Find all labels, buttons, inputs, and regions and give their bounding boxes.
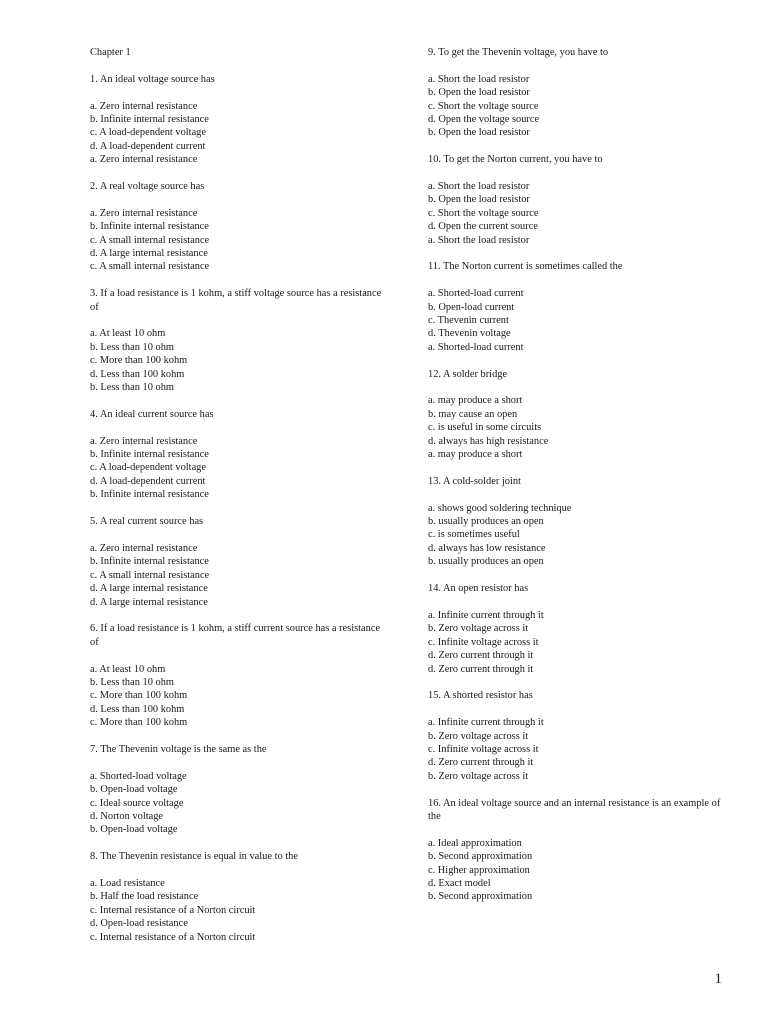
answer-option: b. Open-load voltage [90, 784, 178, 796]
answer-option: d. Open-load resistance [90, 918, 188, 930]
correct-answer: d. Zero current through it [428, 663, 534, 675]
answer-option: d. Zero current through it [428, 650, 534, 662]
answer-option: c. Infinite voltage across it [428, 636, 539, 648]
answer-option: c. Higher approximation [428, 864, 530, 876]
answer-option: a. Zero internal resistance [90, 207, 198, 219]
correct-answer: b. Open-load voltage [90, 824, 178, 836]
answer-option: a. Zero internal resistance [90, 542, 198, 554]
answer-option: b. Open-load current [428, 301, 515, 313]
answer-option: c. Infinite voltage across it [428, 743, 539, 755]
question-block [90, 287, 390, 394]
answer-option: a. may produce a short [428, 395, 523, 407]
question-stem: 6. If a load resistance is 1 kohm, a stiff current source has a resistance of [90, 623, 381, 648]
question-stem: 9. To get the Thevenin voltage, you have to [428, 47, 609, 58]
question-block [428, 475, 728, 569]
answer-option: a. At least 10 ohm [90, 328, 166, 340]
answer-option: a. Infinite current through it [428, 717, 544, 729]
question-stem: 5. A real current source has [90, 516, 204, 528]
question-block [90, 408, 390, 502]
answer-option: a. Short the load resistor [428, 73, 530, 85]
question-block [428, 689, 728, 783]
answer-option: b. Second approximation [428, 851, 533, 863]
answer-option: c. A small internal resistance [90, 569, 210, 581]
answer-option: d. always has high resistance [428, 435, 549, 447]
question-block [90, 180, 390, 274]
correct-answer: b. Infinite internal resistance [90, 489, 209, 501]
question-list [90, 73, 390, 944]
question-stem: 2. A real voltage source has [90, 181, 205, 193]
answer-option: b. Zero voltage across it [428, 730, 529, 742]
answer-option: b. Zero voltage across it [428, 623, 529, 635]
question-block [90, 73, 390, 167]
answer-option: d. Norton voltage [90, 810, 164, 822]
answer-option: d. A load-dependent current [90, 140, 206, 152]
answer-option: a. Shorted-load voltage [90, 770, 187, 782]
answer-option: d. always has low resistance [428, 542, 546, 554]
correct-answer: a. Zero internal resistance [90, 154, 198, 166]
correct-answer: c. More than 100 kohm [90, 717, 188, 729]
left-column [90, 46, 390, 957]
answer-option: c. Internal resistance of a Norton circuit [90, 904, 256, 916]
answer-option: c. is useful in some circuits [428, 422, 542, 434]
question-block [428, 797, 728, 904]
question-stem: 11. The Norton current is sometimes called the [428, 261, 623, 273]
answer-option: d. Thevenin voltage [428, 328, 511, 340]
answer-option: b. may cause an open [428, 408, 518, 420]
answer-option: a. Ideal approximation [428, 837, 522, 849]
answer-option: c. More than 100 kohm [90, 690, 188, 702]
correct-answer: c. A small internal resistance [90, 261, 210, 273]
answer-option: d. Exact model [428, 877, 491, 889]
question-stem: 16. An ideal voltage source and an internal resistance is an example of the [428, 797, 721, 822]
answer-option: c. Ideal source voltage [90, 797, 184, 809]
answer-option: c. is sometimes useful [428, 529, 520, 541]
correct-answer: c. Internal resistance of a Norton circuit [90, 931, 256, 943]
question-stem: 13. A cold-solder joint [428, 475, 521, 487]
answer-option: c. Thevenin current [428, 315, 509, 327]
question-stem: 4. An ideal current source has [90, 408, 214, 420]
question-block [90, 622, 390, 729]
right-column [428, 46, 728, 917]
answer-option: a. Zero internal resistance [90, 100, 198, 112]
answer-option: a. Zero internal resistance [90, 435, 198, 447]
question-stem: 15. A shorted resistor has [428, 690, 533, 702]
answer-option: c. A small internal resistance [90, 234, 210, 246]
correct-answer: b. Zero voltage across it [428, 770, 529, 782]
answer-option: c. Short the voltage source [428, 100, 539, 112]
answer-option: a. Infinite current through it [428, 609, 544, 621]
answer-option: c. Short the voltage source [428, 207, 539, 219]
answer-option: c. A load-dependent voltage [90, 127, 206, 139]
answer-option: d. Less than 100 kohm [90, 368, 185, 380]
answer-option: b. Infinite internal resistance [90, 449, 209, 461]
answer-option: b. usually produces an open [428, 516, 544, 528]
correct-answer: d. A large internal resistance [90, 596, 208, 608]
question-stem: 3. If a load resistance is 1 kohm, a stiff voltage source has a resistance of [90, 288, 382, 313]
correct-answer: a. Short the load resistor [428, 234, 530, 246]
answer-option: c. More than 100 kohm [90, 355, 188, 367]
correct-answer: b. usually produces an open [428, 556, 544, 568]
question-stem: 7. The Thevenin voltage is the same as the [90, 743, 267, 755]
question-stem: 8. The Thevenin resistance is equal in value to the [90, 851, 298, 863]
answer-option: d. Less than 100 kohm [90, 703, 185, 715]
answer-option: d. A load-dependent current [90, 475, 206, 487]
answer-option: d. A large internal resistance [90, 583, 208, 595]
answer-option: b. Less than 10 ohm [90, 341, 174, 353]
answer-option: b. Open the load resistor [428, 194, 530, 206]
question-block [90, 743, 390, 837]
answer-option: a. Load resistance [90, 877, 165, 889]
page-number: 1 [714, 971, 722, 987]
answer-option: d. A large internal resistance [90, 248, 208, 260]
question-stem: 10. To get the Norton current, you have to [428, 154, 603, 166]
answer-option: a. Short the load resistor [428, 181, 530, 193]
question-block [428, 260, 728, 354]
answer-option: b. Infinite internal resistance [90, 221, 209, 233]
answer-option: b. Half the load resistance [90, 891, 199, 903]
question-stem: 12. A solder bridge [428, 368, 508, 380]
answer-option: d. Open the current source [428, 221, 538, 233]
correct-answer: a. Shorted-load current [428, 341, 524, 353]
correct-answer: b. Second approximation [428, 891, 533, 903]
question-block [90, 850, 390, 944]
question-stem: 14. An open resistor has [428, 583, 529, 595]
question-block [428, 368, 728, 462]
question-block [90, 515, 390, 609]
answer-option: b. Less than 10 ohm [90, 676, 174, 688]
correct-answer: a. may produce a short [428, 449, 523, 461]
answer-option: a. At least 10 ohm [90, 663, 166, 675]
answer-option: b. Open the load resistor [428, 87, 530, 99]
correct-answer: b. Open the load resistor [428, 127, 530, 139]
answer-option: a. Shorted-load current [428, 288, 524, 300]
answer-option: d. Zero current through it [428, 757, 534, 769]
question-list [428, 46, 728, 904]
question-block [428, 582, 728, 676]
answer-option: a. shows good soldering technique [428, 502, 572, 514]
answer-option: b. Infinite internal resistance [90, 556, 209, 568]
answer-option: b. Infinite internal resistance [90, 114, 209, 125]
question-stem: 1. An ideal voltage source has [90, 73, 215, 85]
question-block [428, 46, 728, 140]
answer-option: d. Open the voltage source [428, 114, 540, 126]
correct-answer: b. Less than 10 ohm [90, 382, 174, 394]
question-block [428, 153, 728, 247]
chapter-title: Chapter 1 [90, 47, 131, 58]
answer-option: c. A load-dependent voltage [90, 462, 206, 474]
